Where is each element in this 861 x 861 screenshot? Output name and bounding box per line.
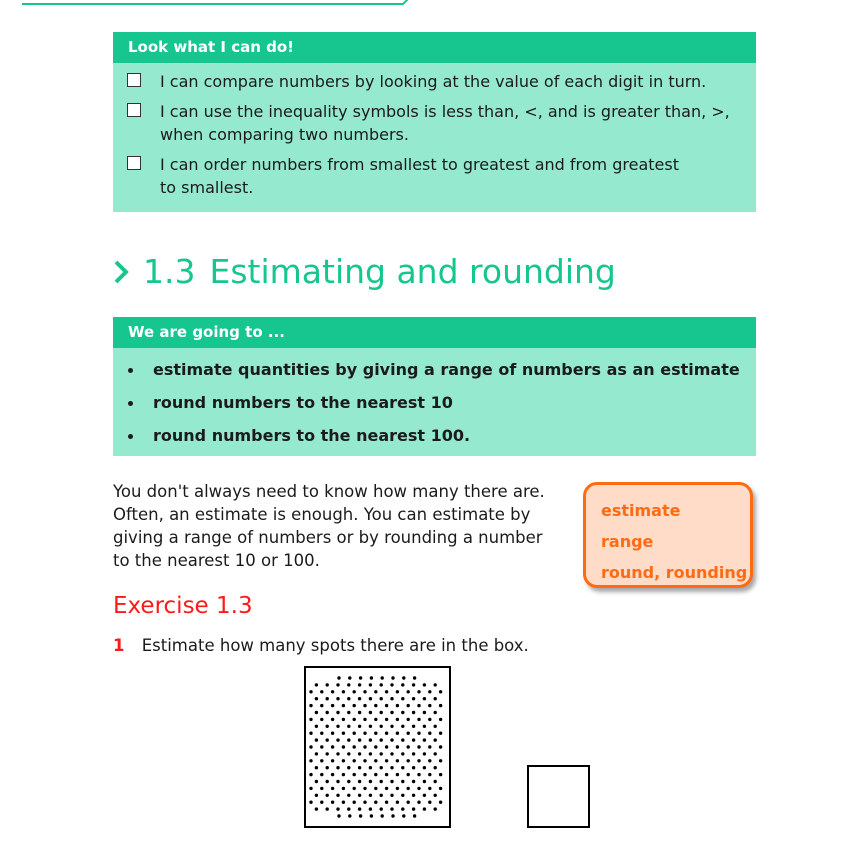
spot: [417, 718, 420, 721]
spot: [347, 683, 350, 686]
spot: [380, 697, 383, 700]
spot: [423, 683, 426, 686]
spot: [331, 690, 334, 693]
spot: [401, 807, 404, 810]
objective-text: round numbers to the nearest 10: [153, 393, 453, 412]
spot: [342, 732, 345, 735]
objective-item: [113, 359, 756, 381]
spot: [407, 704, 410, 707]
spot: [315, 738, 318, 741]
spot: [315, 807, 318, 810]
spot: [374, 732, 377, 735]
spot: [315, 794, 318, 797]
spot: [315, 697, 318, 700]
spot: [412, 807, 415, 810]
spot: [320, 690, 323, 693]
checkbox[interactable]: [127, 103, 141, 117]
spot: [412, 780, 415, 783]
spot: [353, 718, 356, 721]
spot: [385, 718, 388, 721]
spot: [417, 773, 420, 776]
spot: [326, 738, 329, 741]
key-words-box: [583, 482, 753, 588]
spot: [326, 697, 329, 700]
spot: [434, 738, 437, 741]
spot: [417, 787, 420, 790]
spot: [309, 690, 312, 693]
spot: [380, 780, 383, 783]
spot: [417, 690, 420, 693]
spot: [336, 807, 339, 810]
spot: [396, 704, 399, 707]
spot: [370, 814, 373, 817]
spot: [326, 807, 329, 810]
spot: [326, 752, 329, 755]
spot: [358, 794, 361, 797]
spots-figure: [306, 668, 449, 826]
spot: [342, 759, 345, 762]
spot: [390, 711, 393, 714]
spot: [331, 787, 334, 790]
spot: [363, 718, 366, 721]
spot: [439, 801, 442, 804]
spot: [326, 711, 329, 714]
spot: [428, 759, 431, 762]
spot: [439, 704, 442, 707]
spot: [417, 732, 420, 735]
spot: [347, 780, 350, 783]
spot: [358, 807, 361, 810]
objective-item: [113, 392, 756, 414]
spot: [359, 676, 362, 679]
spot: [347, 766, 350, 769]
spot: [353, 704, 356, 707]
spot: [390, 738, 393, 741]
look-box-title: Look what I can do!: [113, 32, 756, 63]
spot: [347, 697, 350, 700]
spot: [331, 801, 334, 804]
spot: [380, 683, 383, 686]
spot: [326, 780, 329, 783]
intro-paragraph: You don't always need to know how many there are. Often, an estimate is enough. You can estimate by giving a range of numbers or by rounding a number to the nearest 10 or 100.: [113, 482, 545, 570]
going-box-title: We are going to ...: [113, 317, 756, 348]
spot: [309, 787, 312, 790]
spot: [423, 807, 426, 810]
spot: [434, 697, 437, 700]
spot: [396, 690, 399, 693]
spot: [348, 814, 351, 817]
checklist-item-text: I can use the inequality symbols is less than, <, and is greater than, >, when comparing two numbers.: [160, 102, 730, 144]
spot: [315, 752, 318, 755]
spot: [439, 745, 442, 748]
spot: [348, 676, 351, 679]
spot: [336, 738, 339, 741]
answer-box[interactable]: [527, 765, 590, 828]
spot: [369, 766, 372, 769]
spot: [390, 807, 393, 810]
checklist-item: [113, 153, 756, 199]
spot: [309, 718, 312, 721]
spot: [402, 676, 405, 679]
spot: [423, 752, 426, 755]
spot: [326, 683, 329, 686]
spot: [390, 780, 393, 783]
spot: [369, 725, 372, 728]
spot: [428, 787, 431, 790]
spot: [428, 732, 431, 735]
spot: [358, 780, 361, 783]
spot: [428, 773, 431, 776]
spot: [417, 759, 420, 762]
spot: [358, 697, 361, 700]
spot: [369, 780, 372, 783]
spot: [407, 773, 410, 776]
spot: [337, 676, 340, 679]
section-title: Estimating and rounding: [209, 252, 616, 291]
spot: [390, 752, 393, 755]
checkbox[interactable]: [127, 156, 141, 170]
spot: [374, 773, 377, 776]
spot: [380, 711, 383, 714]
spot: [342, 801, 345, 804]
spot: [320, 787, 323, 790]
spot: [402, 814, 405, 817]
spot: [369, 752, 372, 755]
spot: [336, 683, 339, 686]
spot: [417, 801, 420, 804]
spot: [390, 683, 393, 686]
spot: [320, 704, 323, 707]
spot: [315, 711, 318, 714]
keyword: round, rounding: [601, 563, 748, 582]
spot: [434, 807, 437, 810]
spot: [412, 738, 415, 741]
checklist-item-text: I can compare numbers by looking at the value of each digit in turn.: [160, 72, 707, 91]
spot: [363, 690, 366, 693]
spot: [336, 725, 339, 728]
spot: [315, 725, 318, 728]
objective-item: [113, 425, 756, 447]
checklist-item: [113, 70, 756, 93]
spot: [347, 725, 350, 728]
spot: [358, 752, 361, 755]
spot: [374, 759, 377, 762]
spot: [434, 752, 437, 755]
spot: [390, 697, 393, 700]
spot: [407, 718, 410, 721]
spot: [320, 801, 323, 804]
spot: [342, 704, 345, 707]
spot: [417, 745, 420, 748]
spot: [358, 738, 361, 741]
spot: [347, 794, 350, 797]
section-number: 1.3: [143, 252, 196, 291]
spot: [396, 759, 399, 762]
spot: [407, 732, 410, 735]
spot: [381, 676, 384, 679]
spot: [390, 794, 393, 797]
spot: [309, 745, 312, 748]
spot: [380, 766, 383, 769]
spot: [439, 732, 442, 735]
spot: [309, 773, 312, 776]
keyword: estimate: [601, 501, 681, 520]
spots-box: [304, 666, 451, 828]
spot: [369, 794, 372, 797]
spot: [320, 773, 323, 776]
spot: [374, 704, 377, 707]
spot: [396, 745, 399, 748]
spot: [385, 801, 388, 804]
spot: [353, 690, 356, 693]
section-heading: [113, 252, 616, 291]
spot: [369, 697, 372, 700]
spot: [331, 773, 334, 776]
spot: [401, 683, 404, 686]
spot: [331, 732, 334, 735]
spot: [390, 725, 393, 728]
spot: [423, 697, 426, 700]
spot: [315, 780, 318, 783]
spot: [428, 718, 431, 721]
spot: [358, 683, 361, 686]
spot: [320, 732, 323, 735]
objective-text: estimate quantities by giving a range of numbers as an estimate: [153, 360, 740, 379]
spot: [412, 697, 415, 700]
spot: [434, 794, 437, 797]
spot: [428, 690, 431, 693]
spot: [434, 683, 437, 686]
exercise-title: Exercise 1.3: [113, 593, 253, 619]
spot: [363, 745, 366, 748]
spot: [407, 745, 410, 748]
checklist-item-text: I can order numbers from smallest to greatest and from greatest to smallest.: [160, 155, 679, 197]
spot: [396, 773, 399, 776]
spot: [385, 690, 388, 693]
spot: [320, 759, 323, 762]
spot: [353, 745, 356, 748]
spot: [401, 794, 404, 797]
spot: [439, 773, 442, 776]
spot: [347, 807, 350, 810]
spot: [423, 738, 426, 741]
spot: [385, 704, 388, 707]
spot: [331, 759, 334, 762]
spot: [347, 738, 350, 741]
spot: [374, 745, 377, 748]
question-text: Estimate how many spots there are in the box.: [141, 636, 529, 655]
spot: [315, 683, 318, 686]
spot: [428, 801, 431, 804]
spot: [396, 801, 399, 804]
spot: [380, 794, 383, 797]
top-divider-line: [22, 0, 410, 6]
spot: [428, 704, 431, 707]
spot: [374, 690, 377, 693]
spot: [326, 766, 329, 769]
spot: [401, 725, 404, 728]
spot: [407, 787, 410, 790]
spot: [309, 732, 312, 735]
bullet-icon: [128, 368, 133, 373]
spot: [380, 807, 383, 810]
spot: [320, 745, 323, 748]
spot: [374, 787, 377, 790]
spot: [434, 711, 437, 714]
checklist-item: [113, 100, 756, 146]
spot: [347, 711, 350, 714]
bullet-icon: [128, 434, 133, 439]
spot: [315, 766, 318, 769]
spot: [342, 773, 345, 776]
spot: [336, 711, 339, 714]
spot: [439, 718, 442, 721]
spot: [353, 787, 356, 790]
spot: [423, 794, 426, 797]
spot: [412, 725, 415, 728]
spot: [331, 745, 334, 748]
spot: [385, 787, 388, 790]
spot: [331, 718, 334, 721]
spot: [391, 814, 394, 817]
spot: [369, 807, 372, 810]
spot: [401, 738, 404, 741]
spot: [381, 814, 384, 817]
keyword: range: [601, 532, 654, 551]
spot: [407, 759, 410, 762]
spot: [434, 766, 437, 769]
spot: [358, 711, 361, 714]
checkbox[interactable]: [127, 73, 141, 87]
spot: [401, 766, 404, 769]
spot: [374, 718, 377, 721]
spot: [363, 773, 366, 776]
spot: [428, 745, 431, 748]
spot: [380, 738, 383, 741]
spot: [336, 697, 339, 700]
spot: [385, 745, 388, 748]
spot: [369, 711, 372, 714]
spot: [370, 676, 373, 679]
we-are-going-to-box: [113, 317, 756, 456]
spot: [423, 711, 426, 714]
spot: [336, 752, 339, 755]
spot: [353, 732, 356, 735]
objective-text: round numbers to the nearest 100.: [153, 426, 471, 445]
spot: [439, 690, 442, 693]
spot: [434, 725, 437, 728]
spot: [423, 780, 426, 783]
look-what-i-can-do-box: [113, 32, 756, 212]
spot: [336, 794, 339, 797]
spot: [347, 752, 350, 755]
spot: [363, 787, 366, 790]
spot: [434, 780, 437, 783]
spot: [374, 801, 377, 804]
spot: [385, 732, 388, 735]
spot: [390, 766, 393, 769]
spot: [391, 676, 394, 679]
spot: [342, 745, 345, 748]
spot: [320, 718, 323, 721]
spot: [401, 711, 404, 714]
chevron-right-icon: [113, 259, 129, 285]
spot: [401, 752, 404, 755]
spot: [342, 690, 345, 693]
spot: [326, 725, 329, 728]
spot: [412, 766, 415, 769]
spot: [337, 814, 340, 817]
spot: [309, 759, 312, 762]
spot: [380, 752, 383, 755]
spot: [380, 725, 383, 728]
spot: [358, 725, 361, 728]
spot: [413, 676, 416, 679]
spot: [309, 801, 312, 804]
spot: [353, 801, 356, 804]
spot: [417, 704, 420, 707]
spot: [401, 780, 404, 783]
spot: [407, 801, 410, 804]
spot: [363, 759, 366, 762]
question-number: 1: [113, 636, 125, 655]
spot: [309, 704, 312, 707]
spot: [358, 766, 361, 769]
spot: [439, 787, 442, 790]
spot: [412, 683, 415, 686]
spot: [353, 773, 356, 776]
spot: [413, 814, 416, 817]
spot: [336, 780, 339, 783]
spot: [423, 725, 426, 728]
spot: [331, 704, 334, 707]
spot: [353, 759, 356, 762]
spot: [342, 718, 345, 721]
question-1: [113, 636, 529, 655]
spot: [423, 766, 426, 769]
spot: [363, 801, 366, 804]
spot: [412, 794, 415, 797]
spot: [396, 732, 399, 735]
spot: [401, 697, 404, 700]
spot: [439, 759, 442, 762]
spot: [336, 766, 339, 769]
spot: [396, 787, 399, 790]
bullet-icon: [128, 401, 133, 406]
spot: [363, 732, 366, 735]
spot: [412, 711, 415, 714]
spot: [412, 752, 415, 755]
spot: [326, 794, 329, 797]
spot: [385, 773, 388, 776]
spot: [359, 814, 362, 817]
spot: [363, 704, 366, 707]
spot: [396, 718, 399, 721]
spot: [385, 759, 388, 762]
spot: [369, 683, 372, 686]
spot: [369, 738, 372, 741]
spot: [342, 787, 345, 790]
spot: [407, 690, 410, 693]
